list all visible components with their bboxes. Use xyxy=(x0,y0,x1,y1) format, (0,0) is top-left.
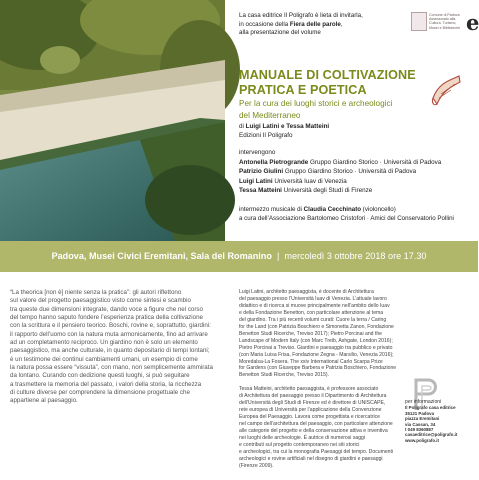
bio-latini: Luigi Latini, architetto paesaggista, è docente di Architettura del paesaggio presso l’Università Iuav di Venezia. L’attuale lavoro didattico e di ricerca si muove principalmente nell’ambito dello Iuav e della Fondazione Benetton, con particolare attenzione al tema del giardino. Tra i più recenti volumi curati: Cuore la terra / Caring for the Land (con Patrizia Boschiero e Simonetta Zanon, Fondazione Benetton Studi Ricerche, Treviso 2017); Pietro Porcinai and the Landscape of Modern Italy (con Marc Treib, Ashgate, London 2016); Pietro Porcinai a Treviso. Giardini e paesaggio tra pubblico e privato (con Maria Luisa Frisa, Fondazione Zegna - Marsilio, Venezia 2016); Moredalsa-La Fosera. The xxiv International Carlo Scarpa Prize for Gardens (con Giuseppe Barbera e Patrizia Boschiero, Fondazione Benetton Studi Ricerche, Treviso 2015). xyxy=(239,289,397,379)
speakers-section xyxy=(239,148,475,195)
author-bios xyxy=(239,289,401,477)
speaker-item: Antonella Pietrogrande Gruppo Giardino Storico · Università di Padova xyxy=(239,159,442,167)
comune-crest-icon xyxy=(411,12,427,31)
contact-info xyxy=(405,400,477,443)
contact-line: piazza Eremitani xyxy=(405,416,440,422)
comune-logo-text: Comune di Padova Assessorato alla Cultura, Turismo, Musei e Biblioteche xyxy=(429,13,461,30)
speakers-heading: intervengono xyxy=(239,149,276,156)
contact-line: t 049 8360887 xyxy=(405,427,434,433)
invitation-panel xyxy=(239,0,478,241)
contact-line: via Cassan, 34 xyxy=(405,421,436,427)
speaker-item: Tessa Matteini Università degli Studi di Firenze xyxy=(239,186,373,194)
contact-line: 35121 Padova xyxy=(405,410,435,416)
invitation-text xyxy=(239,12,389,38)
invitation-line: alla presentazione del volume xyxy=(239,29,321,37)
contact-heading: per informazioni xyxy=(405,399,442,405)
speaker-item: Patrizio Giulini Gruppo Giardino Storico · Università di Padova xyxy=(239,168,417,176)
speaker-item: Luigi Latini Università Iuav di Venezia xyxy=(239,177,347,185)
publisher-line: Edizioni Il Poligrafo xyxy=(239,132,293,140)
book-credits xyxy=(239,122,329,140)
curators-line: di Luigi Latini e Tessa Matteini xyxy=(239,123,330,130)
publisher-logo: e xyxy=(466,10,479,35)
contact-email-link[interactable]: casaeditrice@poligrafo.it xyxy=(405,432,458,438)
book-subtitle: Per la cura dei luoghi storici e archeologici del Mediterraneo xyxy=(239,99,393,120)
cover-photo-garden-canal xyxy=(0,0,225,241)
invitation-line: La casa editrice Il Poligrafo è lieta di invitarla, xyxy=(239,12,363,19)
event-details: Padova, Musei Civici Eremitani, Sala del Romanino | mercoledì 3 ottobre 2018 ore 17.30 xyxy=(51,251,427,261)
book-title: MANUALE DI COLTIVAZIONE PRATICA E POETICA xyxy=(239,68,416,97)
invitation-line: in occasione della Fiera delle parole, xyxy=(239,20,343,28)
book-description: “La theorica [non è] niente senza la pratica”: gli autori riflettono sul valore del progetto paesaggistico visto come sintesi e scambio tra queste due dimensioni integrate, dando voce a figure che nel corso del tempo hanno saputo fondere l’esperienza pratica della coltivazione con la scrittura e il pensiero teorico. Boschi, rovine e, soprattutto, giardini: il rapporto dell’uomo con la natura muta armonicamente, fino ad arrivare ad un completamento reciproco. Un giardino non è solo un elemento paesaggistico, ma anche culturale, in quanto depositario di tempi lontani; è un testimone dei continui cambiamenti umani, un esempio di come la natura possa essere “vissuta”, con mano, non semplicemente ammirata da lontano. Curando con dedizione questi luoghi, si può seguitare a trasmettere la memoria del passato, i valori della storia, la ricchezza di culture diverse per comprendere la dimensione progettuale che appartiene al paesaggio. xyxy=(10,289,213,405)
music-interlude: intermezzo musicale di Claudia Cecchinato (violoncello) a cura dell’Associazione Bartolomeo Cristofori · Amici del Conservatorio Pollini xyxy=(239,206,454,222)
contact-website-link[interactable]: www.poligrafo.it xyxy=(405,437,439,443)
bio-matteini: Tessa Matteini, architetto paesaggista, è professore associato di Architettura del paesaggio presso il Dipartimento di Architettura dell’Università degli Studi di Firenze ed è direttore di UNISCAPE, rete europea di Università per l’applicazione della Convenzione Europea del Paesaggio. Lavora come progettista e ricercatrice nel campo dell’architettura del paesaggio, con particolare attenzione alle categorie del progetto e della conservazione attiva e inventiva nei luoghi delle archeologie. È autrice di numerosi saggi e contributi sul progetto contemporaneo nei siti storici e archeologici, tra cui la monografia Paesaggi del tempo. Documenti archeologici e rovine artificiali nel disegno di giardini e paesaggi (Firenze 2009). xyxy=(239,386,394,469)
contact-line: Il Poligrafo casa editrice xyxy=(405,405,456,411)
event-banner xyxy=(0,241,478,272)
